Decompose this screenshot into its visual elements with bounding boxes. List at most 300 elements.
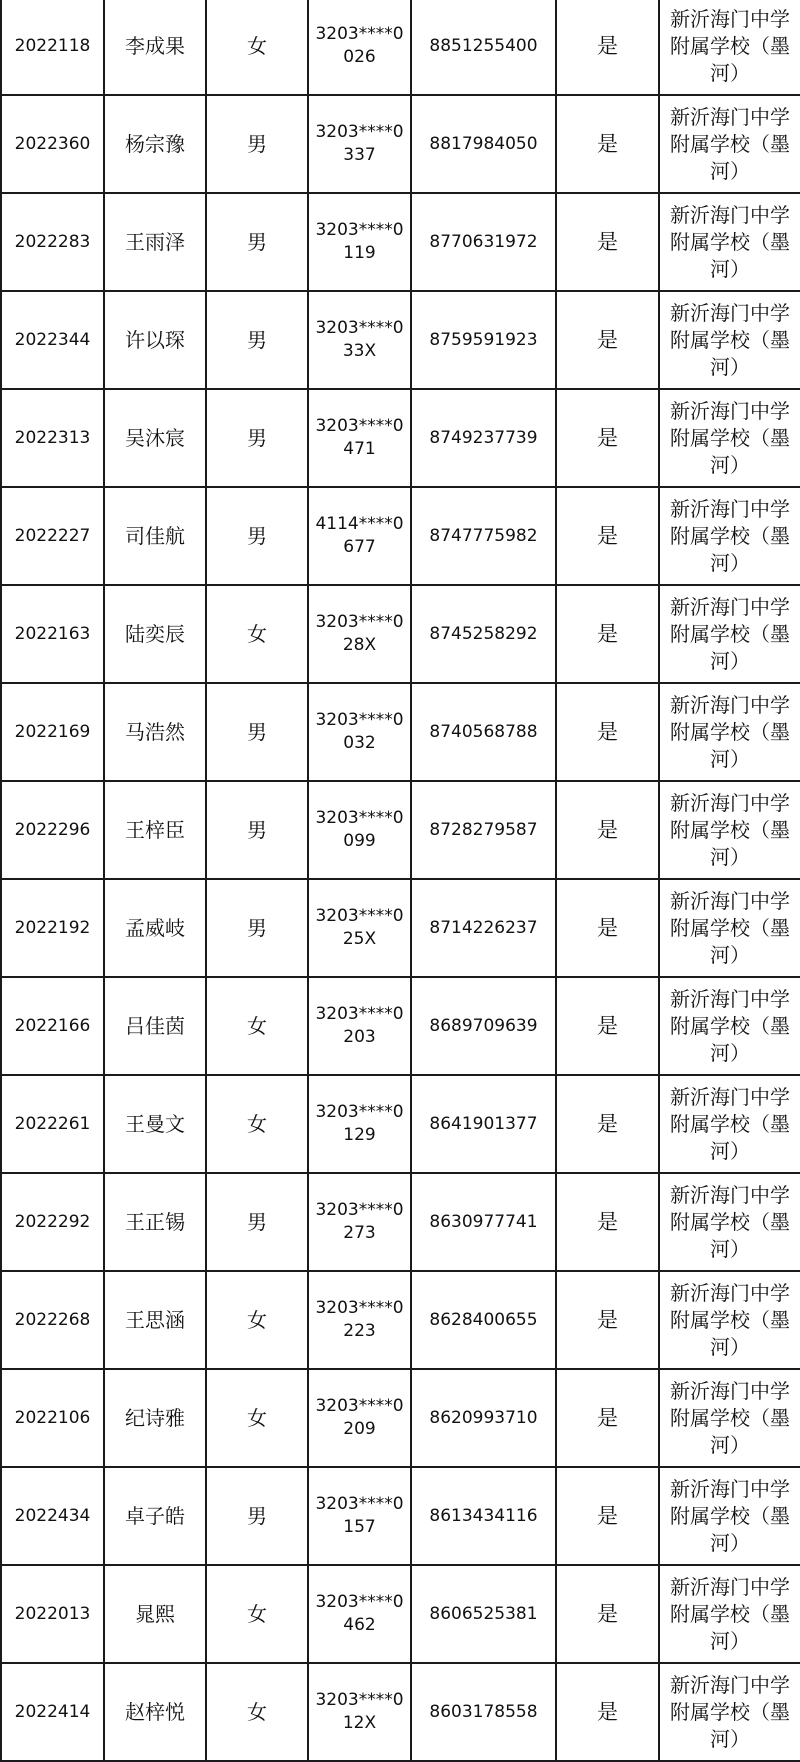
id-card-cell	[308, 487, 411, 585]
number-cell	[411, 291, 556, 389]
id-card-part-1: 3203****0	[315, 612, 404, 633]
school-line-1: 新沂海门中学	[670, 1574, 790, 1599]
student-id: 2022283	[14, 231, 91, 252]
student-name: 陆奕辰	[125, 621, 185, 646]
flag-cell	[556, 1075, 659, 1173]
flag-cell	[556, 683, 659, 781]
gender-cell	[206, 781, 308, 879]
id-card-cell	[308, 1565, 411, 1663]
number-cell	[411, 193, 556, 291]
name-cell	[104, 1271, 206, 1369]
school-cell	[659, 683, 800, 781]
id-card-cell	[308, 193, 411, 291]
number-cell	[411, 781, 556, 879]
name-cell	[104, 585, 206, 683]
school-line-1: 新沂海门中学	[670, 1672, 790, 1697]
number-cell	[411, 879, 556, 977]
student-name: 李成果	[125, 33, 185, 58]
table-row	[1, 291, 800, 389]
school-cell	[659, 781, 800, 879]
id-card-cell	[308, 389, 411, 487]
student-name: 王梓臣	[125, 817, 185, 842]
school-line-3: 河）	[710, 1432, 750, 1457]
student-id-cell	[1, 1369, 104, 1467]
school-line-3: 河）	[710, 452, 750, 477]
number-cell	[411, 1663, 556, 1761]
number-cell	[411, 1565, 556, 1663]
student-id: 2022106	[14, 1407, 91, 1428]
gender-cell	[206, 879, 308, 977]
student-id-cell	[1, 0, 104, 95]
number-value: 8740568788	[429, 721, 538, 742]
school-cell	[659, 487, 800, 585]
flag-value: 是	[597, 1111, 618, 1136]
name-cell	[104, 291, 206, 389]
id-card-part-1: 3203****0	[315, 1592, 404, 1613]
id-card-part-2: 462	[343, 1615, 376, 1635]
gender-cell	[206, 291, 308, 389]
gender: 男	[247, 1209, 267, 1234]
flag-value: 是	[597, 327, 618, 352]
flag-cell	[556, 1271, 659, 1369]
gender: 女	[247, 1405, 267, 1430]
school-line-3: 河）	[710, 550, 750, 575]
school-line-2: 附属学校（墨	[670, 621, 790, 646]
gender: 男	[247, 719, 267, 744]
student-id: 2022166	[14, 1015, 91, 1036]
number-cell	[411, 1271, 556, 1369]
id-card-cell	[308, 781, 411, 879]
id-card-part-2: 28X	[342, 635, 377, 655]
name-cell	[104, 781, 206, 879]
school-cell	[659, 193, 800, 291]
gender-cell	[206, 683, 308, 781]
school-cell	[659, 0, 800, 95]
gender-cell	[206, 1271, 308, 1369]
id-card-part-2: 471	[343, 439, 376, 459]
student-name: 纪诗雅	[125, 1405, 185, 1430]
name-cell	[104, 683, 206, 781]
school-line-2: 附属学校（墨	[670, 1405, 790, 1430]
name-cell	[104, 193, 206, 291]
student-id: 2022434	[14, 1505, 91, 1526]
id-card-part-1: 3203****0	[315, 906, 404, 927]
student-id-cell	[1, 1663, 104, 1761]
student-id-cell	[1, 879, 104, 977]
school-line-3: 河）	[710, 158, 750, 183]
student-id-cell	[1, 95, 104, 193]
id-card-cell	[308, 879, 411, 977]
student-id-cell	[1, 781, 104, 879]
school-cell	[659, 291, 800, 389]
school-line-3: 河）	[710, 354, 750, 379]
school-cell	[659, 1369, 800, 1467]
id-card-part-1: 3203****0	[315, 24, 404, 45]
flag-cell	[556, 1467, 659, 1565]
id-card-cell	[308, 1369, 411, 1467]
id-card-part-1: 3203****0	[315, 1494, 404, 1515]
number-value: 8641901377	[429, 1113, 538, 1134]
id-card-part-1: 3203****0	[315, 1396, 404, 1417]
student-id: 2022118	[14, 35, 91, 56]
school-line-3: 河）	[710, 256, 750, 281]
school-line-3: 河）	[710, 1530, 750, 1555]
number-value: 8728279587	[429, 819, 538, 840]
id-card-cell	[308, 291, 411, 389]
name-cell	[104, 487, 206, 585]
school-cell	[659, 1075, 800, 1173]
student-id: 2022268	[14, 1309, 91, 1330]
school-line-3: 河）	[710, 1628, 750, 1653]
gender: 男	[247, 817, 267, 842]
flag-value: 是	[597, 719, 618, 744]
school-line-3: 河）	[710, 942, 750, 967]
table-row	[1, 781, 800, 879]
gender-cell	[206, 585, 308, 683]
flag-cell	[556, 95, 659, 193]
number-value: 8620993710	[429, 1407, 538, 1428]
student-id-cell	[1, 683, 104, 781]
student-id: 2022163	[14, 623, 91, 644]
table-row	[1, 585, 800, 683]
name-cell	[104, 977, 206, 1075]
school-line-1: 新沂海门中学	[670, 6, 790, 31]
gender: 男	[247, 229, 267, 254]
gender: 女	[247, 1307, 267, 1332]
id-card-part-2: 33X	[342, 341, 377, 361]
gender-cell	[206, 1369, 308, 1467]
name-cell	[104, 1075, 206, 1173]
table-row	[1, 977, 800, 1075]
gender-cell	[206, 1565, 308, 1663]
school-line-2: 附属学校（墨	[670, 1209, 790, 1234]
id-card-part-1: 3203****0	[315, 1298, 404, 1319]
number-value: 8628400655	[429, 1309, 538, 1330]
id-card-part-1: 3203****0	[315, 1200, 404, 1221]
id-card-cell	[308, 683, 411, 781]
school-line-2: 附属学校（墨	[670, 915, 790, 940]
school-line-1: 新沂海门中学	[670, 986, 790, 1011]
school-line-1: 新沂海门中学	[670, 888, 790, 913]
student-id-cell	[1, 291, 104, 389]
number-cell	[411, 977, 556, 1075]
table-row	[1, 1663, 800, 1761]
id-card-part-2: 337	[343, 145, 376, 165]
student-id: 2022169	[14, 721, 91, 742]
id-card-cell	[308, 95, 411, 193]
school-cell	[659, 1173, 800, 1271]
school-line-3: 河）	[710, 1040, 750, 1065]
student-name: 马浩然	[125, 719, 185, 744]
number-cell	[411, 0, 556, 95]
student-name: 王曼文	[125, 1111, 185, 1136]
student-id-cell	[1, 487, 104, 585]
school-line-2: 附属学校（墨	[670, 229, 790, 254]
id-card-part-2: 273	[343, 1223, 376, 1243]
gender-cell	[206, 389, 308, 487]
school-cell	[659, 1663, 800, 1761]
student-name: 王正锡	[125, 1209, 185, 1234]
school-line-1: 新沂海门中学	[670, 692, 790, 717]
student-id-cell	[1, 1565, 104, 1663]
student-id: 2022414	[14, 1701, 91, 1722]
id-card-part-1: 3203****0	[315, 808, 404, 829]
table-body	[1, 0, 800, 1761]
table-row	[1, 95, 800, 193]
number-cell	[411, 487, 556, 585]
id-card-part-2: 677	[343, 537, 376, 557]
id-card-part-1: 3203****0	[315, 1102, 404, 1123]
flag-value: 是	[597, 1503, 618, 1528]
id-card-part-1: 3203****0	[315, 416, 404, 437]
number-value: 8689709639	[429, 1015, 538, 1036]
flag-value: 是	[597, 1307, 618, 1332]
student-id: 2022313	[14, 427, 91, 448]
student-id: 2022227	[14, 525, 91, 546]
number-cell	[411, 1467, 556, 1565]
school-line-2: 附属学校（墨	[670, 1111, 790, 1136]
school-line-2: 附属学校（墨	[670, 523, 790, 548]
id-card-cell	[308, 1173, 411, 1271]
flag-cell	[556, 389, 659, 487]
id-card-part-1: 4114****0	[315, 514, 404, 535]
gender: 男	[247, 131, 267, 156]
school-line-3: 河）	[710, 1334, 750, 1359]
student-name: 吴沐宸	[125, 425, 185, 450]
name-cell	[104, 1467, 206, 1565]
school-line-1: 新沂海门中学	[670, 202, 790, 227]
id-card-cell	[308, 1271, 411, 1369]
school-line-3: 河）	[710, 1138, 750, 1163]
flag-cell	[556, 977, 659, 1075]
gender-cell	[206, 1173, 308, 1271]
school-line-1: 新沂海门中学	[670, 496, 790, 521]
name-cell	[104, 1369, 206, 1467]
gender-cell	[206, 1075, 308, 1173]
number-cell	[411, 389, 556, 487]
school-line-2: 附属学校（墨	[670, 817, 790, 842]
id-card-part-2: 25X	[342, 929, 377, 949]
table-row	[1, 1467, 800, 1565]
flag-value: 是	[597, 1699, 618, 1724]
id-card-part-1: 3203****0	[315, 1690, 404, 1711]
number-value: 8603178558	[429, 1701, 538, 1722]
id-card-cell	[308, 1467, 411, 1565]
id-card-part-1: 3203****0	[315, 710, 404, 731]
gender: 女	[247, 1111, 267, 1136]
student-name: 杨宗豫	[125, 131, 185, 156]
number-value: 8851255400	[429, 35, 538, 56]
school-line-1: 新沂海门中学	[670, 300, 790, 325]
flag-cell	[556, 1663, 659, 1761]
flag-value: 是	[597, 131, 618, 156]
school-line-2: 附属学校（墨	[670, 1699, 790, 1724]
flag-value: 是	[597, 621, 618, 646]
flag-value: 是	[597, 1013, 618, 1038]
id-card-cell	[308, 0, 411, 95]
number-cell	[411, 95, 556, 193]
id-card-part-1: 3203****0	[315, 122, 404, 143]
student-id-cell	[1, 389, 104, 487]
table-row	[1, 487, 800, 585]
school-cell	[659, 879, 800, 977]
table-row	[1, 1369, 800, 1467]
id-card-part-1: 3203****0	[315, 220, 404, 241]
student-id: 2022192	[14, 917, 91, 938]
school-line-2: 附属学校（墨	[670, 1503, 790, 1528]
id-card-cell	[308, 585, 411, 683]
school-cell	[659, 95, 800, 193]
student-id: 2022261	[14, 1113, 91, 1134]
student-id: 2022344	[14, 329, 91, 350]
school-cell	[659, 1271, 800, 1369]
school-line-2: 附属学校（墨	[670, 1601, 790, 1626]
flag-cell	[556, 585, 659, 683]
flag-value: 是	[597, 229, 618, 254]
school-line-2: 附属学校（墨	[670, 131, 790, 156]
number-value: 8759591923	[429, 329, 538, 350]
number-value: 8613434116	[429, 1505, 538, 1526]
number-value: 8745258292	[429, 623, 538, 644]
student-name: 赵梓悦	[125, 1699, 185, 1724]
flag-cell	[556, 193, 659, 291]
gender-cell	[206, 193, 308, 291]
flag-value: 是	[597, 1405, 618, 1430]
id-card-part-2: 099	[343, 831, 376, 851]
student-name: 吕佳茵	[125, 1013, 185, 1038]
number-cell	[411, 1369, 556, 1467]
school-cell	[659, 585, 800, 683]
flag-value: 是	[597, 817, 618, 842]
table-row	[1, 879, 800, 977]
number-value: 8630977741	[429, 1211, 538, 1232]
id-card-part-2: 12X	[342, 1713, 377, 1733]
school-line-3: 河）	[710, 844, 750, 869]
school-line-2: 附属学校（墨	[670, 425, 790, 450]
gender: 男	[247, 523, 267, 548]
table-row	[1, 1271, 800, 1369]
gender: 女	[247, 621, 267, 646]
student-id-cell	[1, 193, 104, 291]
school-line-1: 新沂海门中学	[670, 1378, 790, 1403]
name-cell	[104, 389, 206, 487]
gender: 女	[247, 1601, 267, 1626]
name-cell	[104, 0, 206, 95]
student-id-cell	[1, 585, 104, 683]
student-name: 卓子皓	[125, 1503, 185, 1528]
student-id-cell	[1, 977, 104, 1075]
id-card-part-1: 3203****0	[315, 1004, 404, 1025]
student-id: 2022360	[14, 133, 91, 154]
school-line-1: 新沂海门中学	[670, 104, 790, 129]
school-line-1: 新沂海门中学	[670, 594, 790, 619]
student-id: 2022296	[14, 819, 91, 840]
number-value: 8749237739	[429, 427, 538, 448]
school-line-2: 附属学校（墨	[670, 719, 790, 744]
school-line-1: 新沂海门中学	[670, 1084, 790, 1109]
name-cell	[104, 1173, 206, 1271]
school-line-3: 河）	[710, 60, 750, 85]
flag-cell	[556, 291, 659, 389]
id-card-part-1: 3203****0	[315, 318, 404, 339]
flag-value: 是	[597, 33, 618, 58]
flag-value: 是	[597, 915, 618, 940]
id-card-part-2: 203	[343, 1027, 376, 1047]
table-row	[1, 1075, 800, 1173]
student-id: 2022013	[14, 1603, 91, 1624]
table-row	[1, 683, 800, 781]
student-id-cell	[1, 1173, 104, 1271]
school-line-1: 新沂海门中学	[670, 1476, 790, 1501]
id-card-part-2: 209	[343, 1419, 376, 1439]
table-row	[1, 1173, 800, 1271]
table-row	[1, 0, 800, 95]
student-id: 2022292	[14, 1211, 91, 1232]
gender-cell	[206, 95, 308, 193]
school-line-2: 附属学校（墨	[670, 33, 790, 58]
number-cell	[411, 1075, 556, 1173]
gender: 男	[247, 327, 267, 352]
flag-cell	[556, 879, 659, 977]
name-cell	[104, 879, 206, 977]
gender: 女	[247, 33, 267, 58]
number-value: 8770631972	[429, 231, 538, 252]
name-cell	[104, 1663, 206, 1761]
school-cell	[659, 1565, 800, 1663]
school-line-1: 新沂海门中学	[670, 398, 790, 423]
flag-cell	[556, 487, 659, 585]
flag-cell	[556, 0, 659, 95]
gender-cell	[206, 0, 308, 95]
id-card-part-2: 026	[343, 47, 376, 67]
id-card-cell	[308, 1075, 411, 1173]
id-card-cell	[308, 977, 411, 1075]
student-name: 许以琛	[125, 327, 185, 352]
name-cell	[104, 95, 206, 193]
id-card-part-2: 129	[343, 1125, 376, 1145]
student-id-cell	[1, 1271, 104, 1369]
table-row	[1, 193, 800, 291]
school-cell	[659, 389, 800, 487]
number-cell	[411, 585, 556, 683]
flag-value: 是	[597, 1209, 618, 1234]
student-name: 晁熙	[135, 1601, 175, 1626]
school-line-2: 附属学校（墨	[670, 327, 790, 352]
table-row	[1, 389, 800, 487]
number-value: 8714226237	[429, 917, 538, 938]
gender-cell	[206, 1467, 308, 1565]
id-card-part-2: 119	[343, 243, 376, 263]
school-line-1: 新沂海门中学	[670, 1182, 790, 1207]
flag-value: 是	[597, 1601, 618, 1626]
school-line-2: 附属学校（墨	[670, 1307, 790, 1332]
gender-cell	[206, 1663, 308, 1761]
student-name: 司佳航	[125, 523, 185, 548]
gender: 男	[247, 915, 267, 940]
school-line-2: 附属学校（墨	[670, 1013, 790, 1038]
student-name: 孟威岐	[125, 915, 185, 940]
school-line-3: 河）	[710, 1236, 750, 1261]
id-card-part-2: 032	[343, 733, 376, 753]
school-line-1: 新沂海门中学	[670, 1280, 790, 1305]
school-line-1: 新沂海门中学	[670, 790, 790, 815]
student-name: 王思涵	[125, 1307, 185, 1332]
gender-cell	[206, 977, 308, 1075]
gender: 女	[247, 1013, 267, 1038]
number-value: 8606525381	[429, 1603, 538, 1624]
flag-cell	[556, 1369, 659, 1467]
flag-value: 是	[597, 523, 618, 548]
